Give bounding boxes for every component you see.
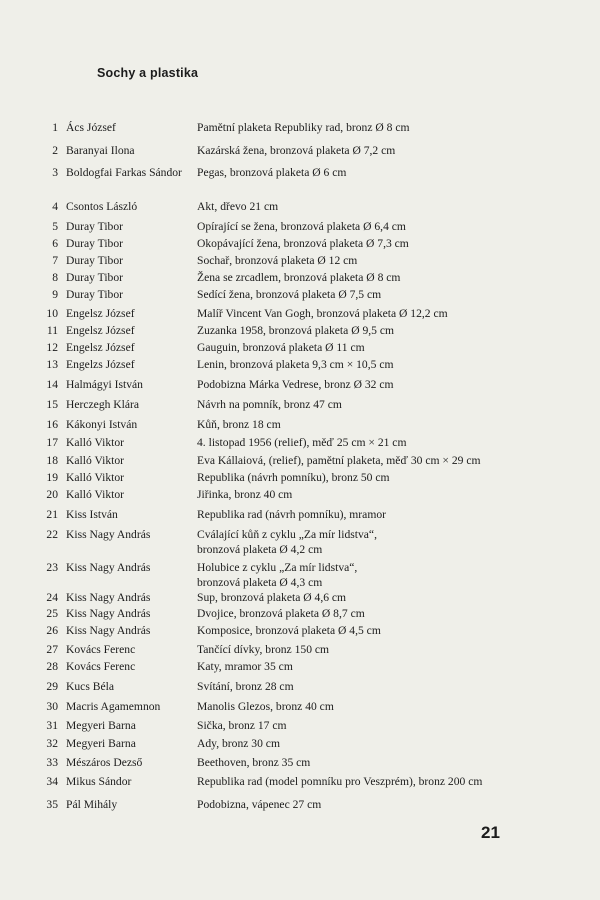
entry-number: 20	[46, 488, 58, 501]
entry-number: 16	[46, 418, 58, 431]
entry-work	[197, 306, 557, 321]
entry-work-line: Žena se zrcadlem, bronzová plaketa Ø 8 cm	[197, 271, 401, 284]
entry-work-line: Kazárská žena, bronzová plaketa Ø 7,2 cm	[197, 144, 396, 157]
entry-number: 10	[46, 307, 58, 320]
entry-number: 23	[46, 561, 58, 574]
entry-number: 12	[46, 341, 58, 354]
entry-work	[197, 417, 557, 432]
entry-work	[197, 699, 557, 714]
entry-author: Kovács Ferenc	[66, 660, 136, 673]
entry-work-line: Ady, bronz 30 cm	[197, 737, 280, 750]
entry-work-line: Sička, bronz 17 cm	[197, 719, 287, 732]
entry-work	[197, 143, 557, 158]
entry-work-line: Akt, dřevo 21 cm	[197, 200, 279, 213]
entry-work	[197, 236, 557, 251]
entry-work	[197, 718, 557, 733]
entry-author: Duray Tibor	[66, 254, 124, 267]
entry-number: 13	[46, 358, 58, 371]
entry-work	[197, 219, 557, 234]
entry-work-line: Republika rad (model pomníku pro Veszprém), bronz 200 cm	[197, 775, 483, 788]
entry-work-line: Sedící žena, bronzová plaketa Ø 7,5 cm	[197, 288, 382, 301]
entry-work-line: Kůň, bronz 18 cm	[197, 418, 281, 431]
entry-number: 9	[52, 288, 58, 301]
entry-work-line: Sochař, bronzová plaketa Ø 12 cm	[197, 254, 358, 267]
entry-number: 33	[46, 756, 58, 769]
entry-number: 15	[46, 398, 58, 411]
entry-work-line: Tančící dívky, bronz 150 cm	[197, 643, 330, 656]
entry-work-line: Eva Kállaiová, (relief), pamětní plaketa, měď 30 cm × 29 cm	[197, 454, 481, 467]
entry-work	[197, 377, 557, 392]
entry-number: 18	[46, 454, 58, 467]
entry-work-line: Beethoven, bronz 35 cm	[197, 756, 311, 769]
entry-work-line: Lenin, bronzová plaketa 9,3 cm × 10,5 cm	[197, 358, 394, 371]
entry-author: Engelzs József	[66, 358, 135, 371]
entry-author: Mikus Sándor	[66, 775, 132, 788]
entry-author: Duray Tibor	[66, 288, 124, 301]
entry-work-line: Gauguin, bronzová plaketa Ø 11 cm	[197, 341, 365, 354]
entry-number: 27	[46, 643, 58, 656]
entry-author: Kiss Nagy András	[66, 591, 151, 604]
entry-author: Baranyai Ilona	[66, 144, 135, 157]
entry-number: 4	[52, 200, 58, 213]
entry-author: Kalló Viktor	[66, 488, 125, 501]
entry-work	[197, 736, 557, 751]
entry-work	[197, 323, 557, 338]
entry-work	[197, 797, 557, 812]
entry-number: 34	[46, 775, 58, 788]
entry-work-line: Podobizna, vápenec 27 cm	[197, 798, 322, 811]
entry-author: Pál Mihály	[66, 798, 118, 811]
entry-number: 3	[52, 166, 58, 179]
entry-work-line: Podobizna Márka Vedrese, bronz Ø 32 cm	[197, 378, 394, 391]
entry-work	[197, 590, 557, 605]
entry-number: 28	[46, 660, 58, 673]
entry-work-line: Republika (návrh pomníku), bronz 50 cm	[197, 471, 390, 484]
entry-work	[197, 623, 557, 638]
entry-author: Megyeri Barna	[66, 737, 136, 750]
entry-author: Kákonyi István	[66, 418, 138, 431]
entry-work	[197, 199, 557, 214]
entry-work	[197, 287, 557, 302]
entry-number: 25	[46, 607, 58, 620]
entry-work-line: Dvojice, bronzová plaketa Ø 8,7 cm	[197, 607, 365, 620]
entry-number: 30	[46, 700, 58, 713]
entry-author: Kalló Viktor	[66, 436, 125, 449]
entry-author: Engelsz József	[66, 324, 135, 337]
entry-work	[197, 606, 557, 621]
entry-work	[197, 679, 557, 694]
entry-work-line: Komposice, bronzová plaketa Ø 4,5 cm	[197, 624, 381, 637]
entry-work-line: 4. listopad 1956 (relief), měď 25 cm × 21 cm	[197, 436, 407, 449]
entry-work	[197, 659, 557, 674]
entry-work-line: Cválající kůň z cyklu „Za mír lidstva“,	[197, 528, 377, 541]
entry-author: Kiss István	[66, 508, 118, 521]
entry-work-line: Pamětní plaketa Republiky rad, bronz Ø 8 cm	[197, 121, 410, 134]
entry-author: Herczegh Klára	[66, 398, 140, 411]
entry-number: 2	[52, 144, 58, 157]
entry-number: 26	[46, 624, 58, 637]
entry-work	[197, 507, 557, 522]
entry-work	[197, 560, 557, 590]
entry-author: Kucs Béla	[66, 680, 114, 693]
entry-work-line: bronzová plaketa Ø 4,2 cm	[197, 543, 323, 556]
entry-work-line: Opírající se žena, bronzová plaketa Ø 6,4 cm	[197, 220, 406, 233]
entry-author: Kiss Nagy András	[66, 607, 151, 620]
entry-author: Duray Tibor	[66, 220, 124, 233]
entry-work-line: Zuzanka 1958, bronzová plaketa Ø 9,5 cm	[197, 324, 395, 337]
entry-number: 8	[52, 271, 58, 284]
entry-work-line: Jiřinka, bronz 40 cm	[197, 488, 293, 501]
entry-author: Boldogfai Farkas Sándor	[66, 166, 182, 179]
entry-work-line: Okopávající žena, bronzová plaketa Ø 7,3 cm	[197, 237, 409, 250]
entry-author: Kiss Nagy András	[66, 561, 151, 574]
entry-author: Duray Tibor	[66, 271, 124, 284]
entry-work-line: bronzová plaketa Ø 4,3 cm	[197, 576, 323, 589]
entry-number: 1	[52, 121, 58, 134]
entry-author: Csontos László	[66, 200, 138, 213]
entry-work	[197, 527, 557, 557]
entry-number: 14	[46, 378, 58, 391]
entry-number: 6	[52, 237, 58, 250]
entry-number: 19	[46, 471, 58, 484]
entry-number: 17	[46, 436, 58, 449]
entry-work	[197, 270, 557, 285]
entry-number: 11	[46, 324, 58, 337]
entry-work	[197, 357, 557, 372]
entry-author: Kiss Nagy András	[66, 528, 151, 541]
entry-work	[197, 340, 557, 355]
entry-work	[197, 470, 557, 485]
entry-author: Kiss Nagy András	[66, 624, 151, 637]
entry-author: Halmágyi István	[66, 378, 143, 391]
entry-work-line: Manolis Glezos, bronz 40 cm	[197, 700, 334, 713]
entry-work	[197, 435, 557, 450]
entry-work	[197, 120, 557, 135]
entry-work	[197, 755, 557, 770]
entry-work-line: Holubice z cyklu „Za mír lidstva“,	[197, 561, 358, 574]
entry-work-line: Pegas, bronzová plaketa Ø 6 cm	[197, 166, 347, 179]
entry-work	[197, 774, 557, 789]
entry-author: Macris Agamemnon	[66, 700, 161, 713]
entry-work	[197, 487, 557, 502]
entry-number: 7	[52, 254, 58, 267]
entry-work-line: Katy, mramor 35 cm	[197, 660, 293, 673]
entry-work	[197, 453, 557, 468]
entry-work	[197, 642, 557, 657]
entry-author: Kalló Viktor	[66, 471, 125, 484]
entry-work	[197, 253, 557, 268]
entry-number: 22	[46, 528, 58, 541]
entry-number: 35	[46, 798, 58, 811]
page-number: 21	[481, 823, 500, 842]
entry-work-line: Malíř Vincent Van Gogh, bronzová plaketa Ø 12,2 cm	[197, 307, 448, 320]
entry-number: 31	[46, 719, 58, 732]
entry-number: 24	[46, 591, 58, 604]
entry-author: Kovács Ferenc	[66, 643, 136, 656]
entry-work	[197, 397, 557, 412]
entry-work	[197, 165, 557, 180]
entry-number: 32	[46, 737, 58, 750]
entry-author: Engelsz József	[66, 341, 135, 354]
entry-author: Megyeri Barna	[66, 719, 136, 732]
entry-author: Duray Tibor	[66, 237, 124, 250]
entry-work-line: Republika rad (návrh pomníku), mramor	[197, 508, 386, 521]
entry-author: Kalló Viktor	[66, 454, 125, 467]
entry-work-line: Svítání, bronz 28 cm	[197, 680, 294, 693]
entry-author: Ács József	[66, 121, 116, 134]
entry-work-line: Návrh na pomník, bronz 47 cm	[197, 398, 342, 411]
entry-number: 29	[46, 680, 58, 693]
entry-author: Mészáros Dezső	[66, 756, 143, 769]
entry-author: Engelsz József	[66, 307, 135, 320]
entry-number: 21	[46, 508, 58, 521]
entry-work-line: Sup, bronzová plaketa Ø 4,6 cm	[197, 591, 347, 604]
entry-number: 5	[52, 220, 58, 233]
section-title: Sochy a plastika	[97, 66, 199, 80]
